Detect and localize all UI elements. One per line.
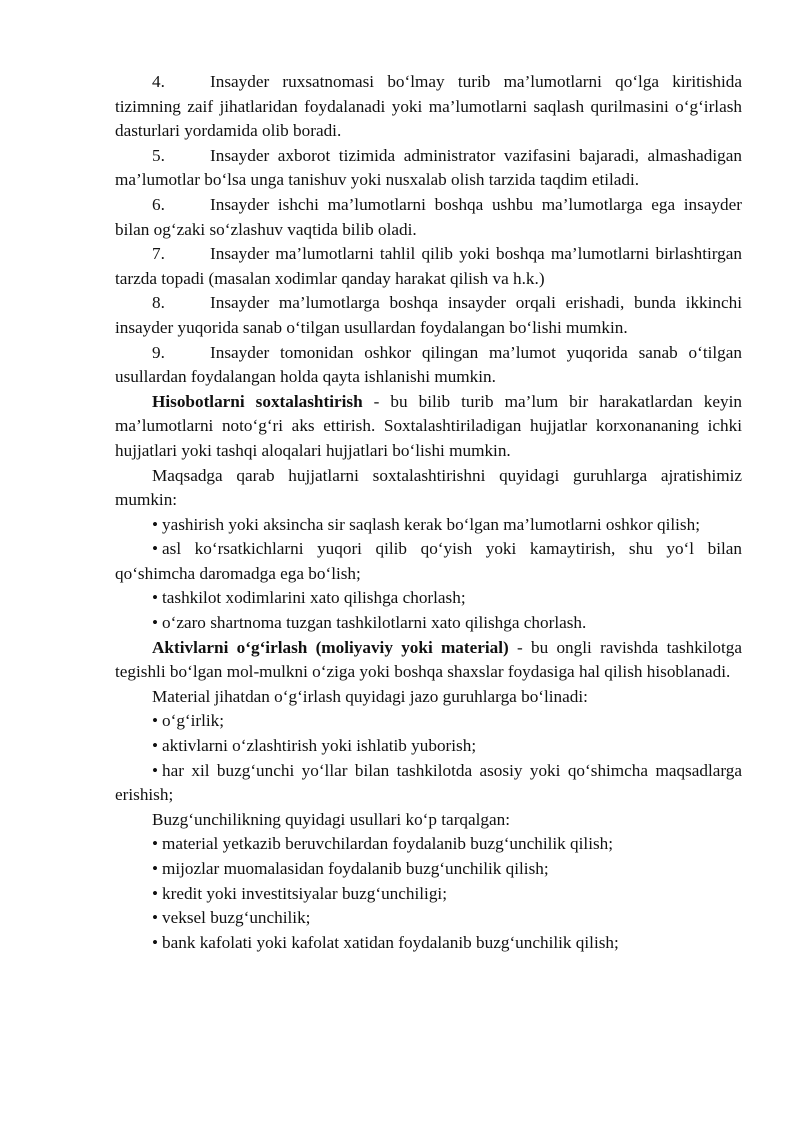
item-text: Insayder ma’lumotlarni tahlil qilib yoki boshqa ma’lumotlarni birlashtirgan tarzda topadi (masalan xodimlar qanday harakat qilish va h.k.) — [115, 244, 742, 288]
theft-intro: Material jihatdan o‘g‘irlash quyidagi jazo guruhlarga bo‘linadi: — [152, 686, 588, 706]
item-text: Insayder axborot tizimida administrator vazifasini bajaradi, almashadigan ma’lumotlar bo‘lsa unga tanishuv yoki nusxalab olish tarzida taqdim etiladi. — [115, 145, 742, 190]
item-number: 6. — [152, 194, 165, 214]
bullet-item — [115, 734, 742, 759]
bullet-item — [115, 513, 742, 538]
falsification-definition — [115, 390, 742, 464]
numbered-item-5 — [115, 144, 742, 193]
bullet-text: yashirish yoki aksincha sir saqlash kerak bo‘lgan ma’lumotlarni oshkor qilish; — [162, 514, 700, 534]
document-page — [115, 70, 742, 955]
bullet-icon: • — [152, 908, 159, 928]
bullet-text: o‘g‘irlik; — [162, 711, 225, 731]
item-number: 8. — [152, 293, 165, 313]
item-number: 7. — [152, 244, 165, 264]
item-number: 4. — [152, 72, 165, 91]
bullet-text: o‘zaro shartnoma tuzgan tashkilotlarni xato qilishga chorlash. — [162, 613, 587, 633]
bullet-icon: • — [152, 834, 159, 854]
bullet-icon: • — [152, 539, 159, 559]
bullet-item — [115, 931, 742, 956]
numbered-item-8 — [115, 291, 742, 340]
bullet-text: mijozlar muomalasidan foydalanib buzg‘unchilik qilish; — [162, 859, 549, 878]
item-number: 9. — [152, 342, 165, 362]
bullet-text: har xil buzg‘unchi yo‘llar bilan tashkilotda asosiy yoki qo‘shimcha maqsadlarga erishish; — [115, 760, 742, 805]
bullet-text: bank kafolati yoki kafolat xatidan foydalanib buzg‘unchilik qilish; — [162, 932, 619, 952]
bullet-text: kredit yoki investitsiyalar buzg‘unchiligi; — [162, 883, 447, 903]
bullet-icon: • — [152, 883, 159, 903]
item-number: 5. — [152, 145, 165, 165]
bullet-item — [115, 611, 742, 636]
falsification-term: Hisobotlarni soxtalashtirish — [152, 391, 363, 411]
falsification-intro: Maqsadga qarab hujjatlarni soxtalashtirishni quyidagi guruhlarga ajratishimiz mumkin: — [115, 465, 742, 510]
bullet-text: material yetkazib beruvchilardan foydalanib buzg‘unchilik qilish; — [162, 834, 614, 854]
bullet-icon: • — [152, 613, 159, 633]
bullet-text: asl ko‘rsatkichlarni yuqori qilib qo‘yish yoki kamaytirish, shu yo‘l bilan qo‘shimcha daromadga ega bo‘lish; — [115, 539, 742, 583]
theft-definition — [115, 636, 742, 685]
bullet-icon: • — [152, 760, 159, 780]
numbered-item-4 — [115, 70, 742, 144]
numbered-item-9 — [115, 341, 742, 390]
theft-definition-text: - bu ongli ravishda tashkilotga tegishli bo‘lgan mol-mulkni o‘ziga yoki boshqa shaxslar foydasiga hal qilish hisoblanadi. — [115, 637, 742, 682]
bullet-icon: • — [152, 736, 159, 756]
item-text: Insayder ishchi ma’lumotlarni boshqa ushbu ma’lumotlarga ega insayder bilan og‘zaki so‘zlashuv vaqtida bilib oladi. — [115, 194, 742, 239]
bullet-item — [115, 537, 742, 586]
bullet-item — [115, 832, 742, 857]
bullet-text: aktivlarni o‘zlashtirish yoki ishlatib yuborish; — [162, 736, 477, 756]
item-text: Insayder ma’lumotlarga boshqa insayder orqali erishadi, bunda ikkinchi insayder yuqorida sanab o‘tilgan usullardan foydalangan bo‘lishi mumkin. — [115, 293, 742, 337]
bullet-item — [115, 857, 742, 882]
bullet-icon: • — [152, 932, 159, 952]
bullet-icon: • — [152, 588, 159, 608]
theft-term: Aktivlarni o‘g‘irlash (moliyaviy yoki material) — [152, 637, 509, 657]
sabotage-intro: Buzg‘unchilikning quyidagi usullari ko‘p tarqalgan: — [152, 809, 511, 829]
bullet-item — [115, 882, 742, 907]
bullet-item — [115, 759, 742, 808]
item-text: Insayder tomonidan oshkor qilingan ma’lumot yuqorida sanab o‘tilgan usullardan foydalangan holda qayta ishlanishi mumkin. — [115, 342, 742, 387]
falsification-definition-text: - bu bilib turib ma’lum bir harakatlardan keyin ma’lumotlarni noto‘g‘ri aks ettirish. Soxtalashtiriladigan hujjatlar korxonananing ichki hujjatlari yoki tashqi aloqalari hujjatlari bo‘lishi mumkin. — [115, 391, 742, 460]
bullet-item — [115, 709, 742, 734]
bullet-icon: • — [152, 711, 159, 731]
bullet-text: tashkilot xodimlarini xato qilishga chorlash; — [162, 588, 466, 608]
bullet-icon: • — [152, 859, 159, 878]
numbered-item-7 — [115, 242, 742, 291]
bullet-item — [115, 906, 742, 931]
bullet-item — [115, 586, 742, 611]
item-text: Insayder ruxsatnomasi bo‘lmay turib ma’lumotlarni qo‘lga kiritishida tizimning zaif jihatlaridan foydalanadi yoki ma’lumotlarni saqlash qurilmasini o‘g‘irlash dasturlari yordamida olib boradi. — [115, 72, 742, 141]
bullet-text: veksel buzg‘unchilik; — [162, 908, 311, 928]
numbered-item-6 — [115, 193, 742, 242]
bullet-icon: • — [152, 514, 159, 534]
